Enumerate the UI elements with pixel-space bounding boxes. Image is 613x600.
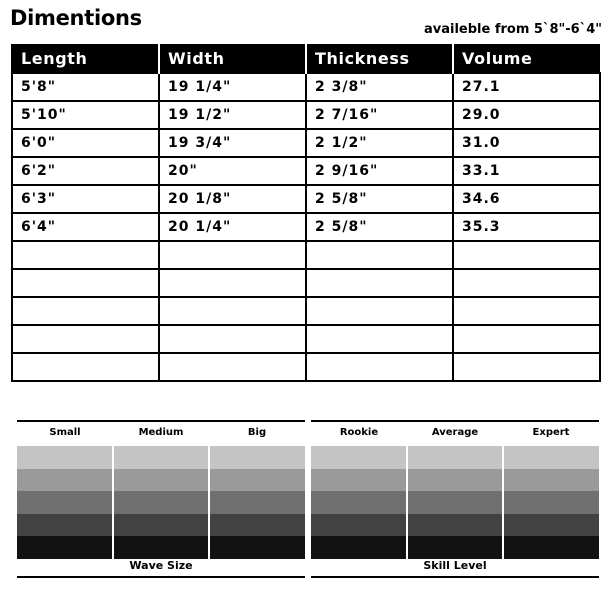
gauge-label-rookie: Rookie [339, 427, 379, 438]
shade-cell [17, 536, 114, 559]
gauge-shade-grid [17, 446, 305, 559]
table-cell-empty [453, 297, 600, 325]
table-cell-empty [453, 325, 600, 353]
table-row [12, 129, 600, 157]
cell-length: 6'3" [12, 185, 159, 213]
availability-note: availeble from 5`8"-6`4" [424, 22, 603, 37]
gauge-label-big: Big [247, 427, 267, 438]
table-row [12, 157, 600, 185]
cell-length: 6'4" [12, 213, 159, 241]
table-cell-empty [159, 297, 306, 325]
shade-cell [311, 536, 408, 559]
table-cell-empty [159, 241, 306, 269]
shade-row [17, 446, 305, 469]
table-row-empty [12, 297, 600, 325]
shade-cell [408, 514, 505, 537]
shade-cell [408, 469, 505, 492]
cell-length: 5'10" [12, 101, 159, 129]
table-row [12, 73, 600, 101]
cell-volume: 35.3 [453, 213, 600, 241]
shade-cell [504, 469, 599, 492]
shade-cell [210, 446, 305, 469]
cell-width: 19 1/4" [159, 73, 306, 101]
dimensions-table [11, 44, 601, 382]
shade-cell [114, 446, 211, 469]
shade-cell [114, 514, 211, 537]
table-row-empty [12, 269, 600, 297]
shade-cell [210, 469, 305, 492]
shade-row [17, 469, 305, 492]
cell-thickness: 2 5/8" [306, 185, 453, 213]
cell-volume: 33.1 [453, 157, 600, 185]
gauge-shade-grid [311, 446, 599, 559]
table-cell-empty [453, 353, 600, 381]
cell-width: 19 1/2" [159, 101, 306, 129]
table-cell-empty [12, 325, 159, 353]
gauge-top-rule [311, 420, 599, 422]
cell-volume: 31.0 [453, 129, 600, 157]
shade-cell [210, 514, 305, 537]
shade-cell [311, 469, 408, 492]
shade-cell [114, 536, 211, 559]
cell-width: 20" [159, 157, 306, 185]
cell-length: 6'2" [12, 157, 159, 185]
shade-cell [408, 536, 505, 559]
gauge-caption: Skill Level [423, 559, 487, 572]
table-cell-empty [12, 269, 159, 297]
cell-thickness: 2 3/8" [306, 73, 453, 101]
cell-width: 19 3/4" [159, 129, 306, 157]
shade-cell [311, 491, 408, 514]
shade-cell [504, 536, 599, 559]
shade-cell [17, 491, 114, 514]
table-cell-empty [12, 297, 159, 325]
shade-cell [17, 469, 114, 492]
shade-cell [17, 514, 114, 537]
table-cell-empty [453, 241, 600, 269]
table-cell-empty [306, 241, 453, 269]
table-cell-empty [306, 269, 453, 297]
gauge-bottom-rule [311, 576, 599, 578]
gauge-label-average: Average [431, 427, 479, 438]
shade-row [311, 446, 599, 469]
table-row-empty [12, 241, 600, 269]
gauge-caption: Wave Size [129, 559, 193, 572]
gauge-label-small: Small [49, 427, 81, 438]
table-row [12, 213, 600, 241]
shade-cell [504, 446, 599, 469]
cell-length: 5'8" [12, 73, 159, 101]
cell-volume: 27.1 [453, 73, 600, 101]
table-row [12, 101, 600, 129]
shade-cell [408, 446, 505, 469]
cell-length: 6'0" [12, 129, 159, 157]
cell-thickness: 2 5/8" [306, 213, 453, 241]
table-cell-empty [306, 353, 453, 381]
table-row-empty [12, 353, 600, 381]
shade-row [311, 469, 599, 492]
gauge-top-rule [17, 420, 305, 422]
table-cell-empty [306, 297, 453, 325]
shade-cell [17, 446, 114, 469]
shade-row [17, 536, 305, 559]
cell-thickness: 2 1/2" [306, 129, 453, 157]
cell-volume: 29.0 [453, 101, 600, 129]
table-cell-empty [159, 353, 306, 381]
table-cell-empty [12, 353, 159, 381]
cell-width: 20 1/4" [159, 213, 306, 241]
table-row-empty [12, 325, 600, 353]
shade-row [311, 536, 599, 559]
table-cell-empty [12, 241, 159, 269]
page-title: Dimentions [10, 6, 142, 30]
header-length: Length [12, 44, 159, 73]
gauge-bottom-rule [17, 576, 305, 578]
shade-cell [114, 491, 211, 514]
gauge-label-expert: Expert [532, 427, 570, 438]
cell-thickness: 2 9/16" [306, 157, 453, 185]
cell-thickness: 2 7/16" [306, 101, 453, 129]
shade-cell [504, 491, 599, 514]
shade-cell [210, 536, 305, 559]
table-cell-empty [306, 325, 453, 353]
shade-row [17, 491, 305, 514]
shade-cell [311, 514, 408, 537]
gauge-label-medium: Medium [138, 427, 184, 438]
header-volume: Volume [453, 44, 600, 73]
shade-cell [504, 514, 599, 537]
cell-volume: 34.6 [453, 185, 600, 213]
shade-cell [210, 491, 305, 514]
table-cell-empty [453, 269, 600, 297]
header-width: Width [159, 44, 306, 73]
table-cell-empty [159, 269, 306, 297]
shade-row [311, 491, 599, 514]
shade-cell [114, 469, 211, 492]
header-thickness: Thickness [306, 44, 453, 73]
table-row [12, 185, 600, 213]
shade-cell [408, 491, 505, 514]
shade-row [311, 514, 599, 537]
shade-cell [311, 446, 408, 469]
cell-width: 20 1/8" [159, 185, 306, 213]
table-cell-empty [159, 325, 306, 353]
shade-row [17, 514, 305, 537]
table-header-row [12, 44, 600, 73]
